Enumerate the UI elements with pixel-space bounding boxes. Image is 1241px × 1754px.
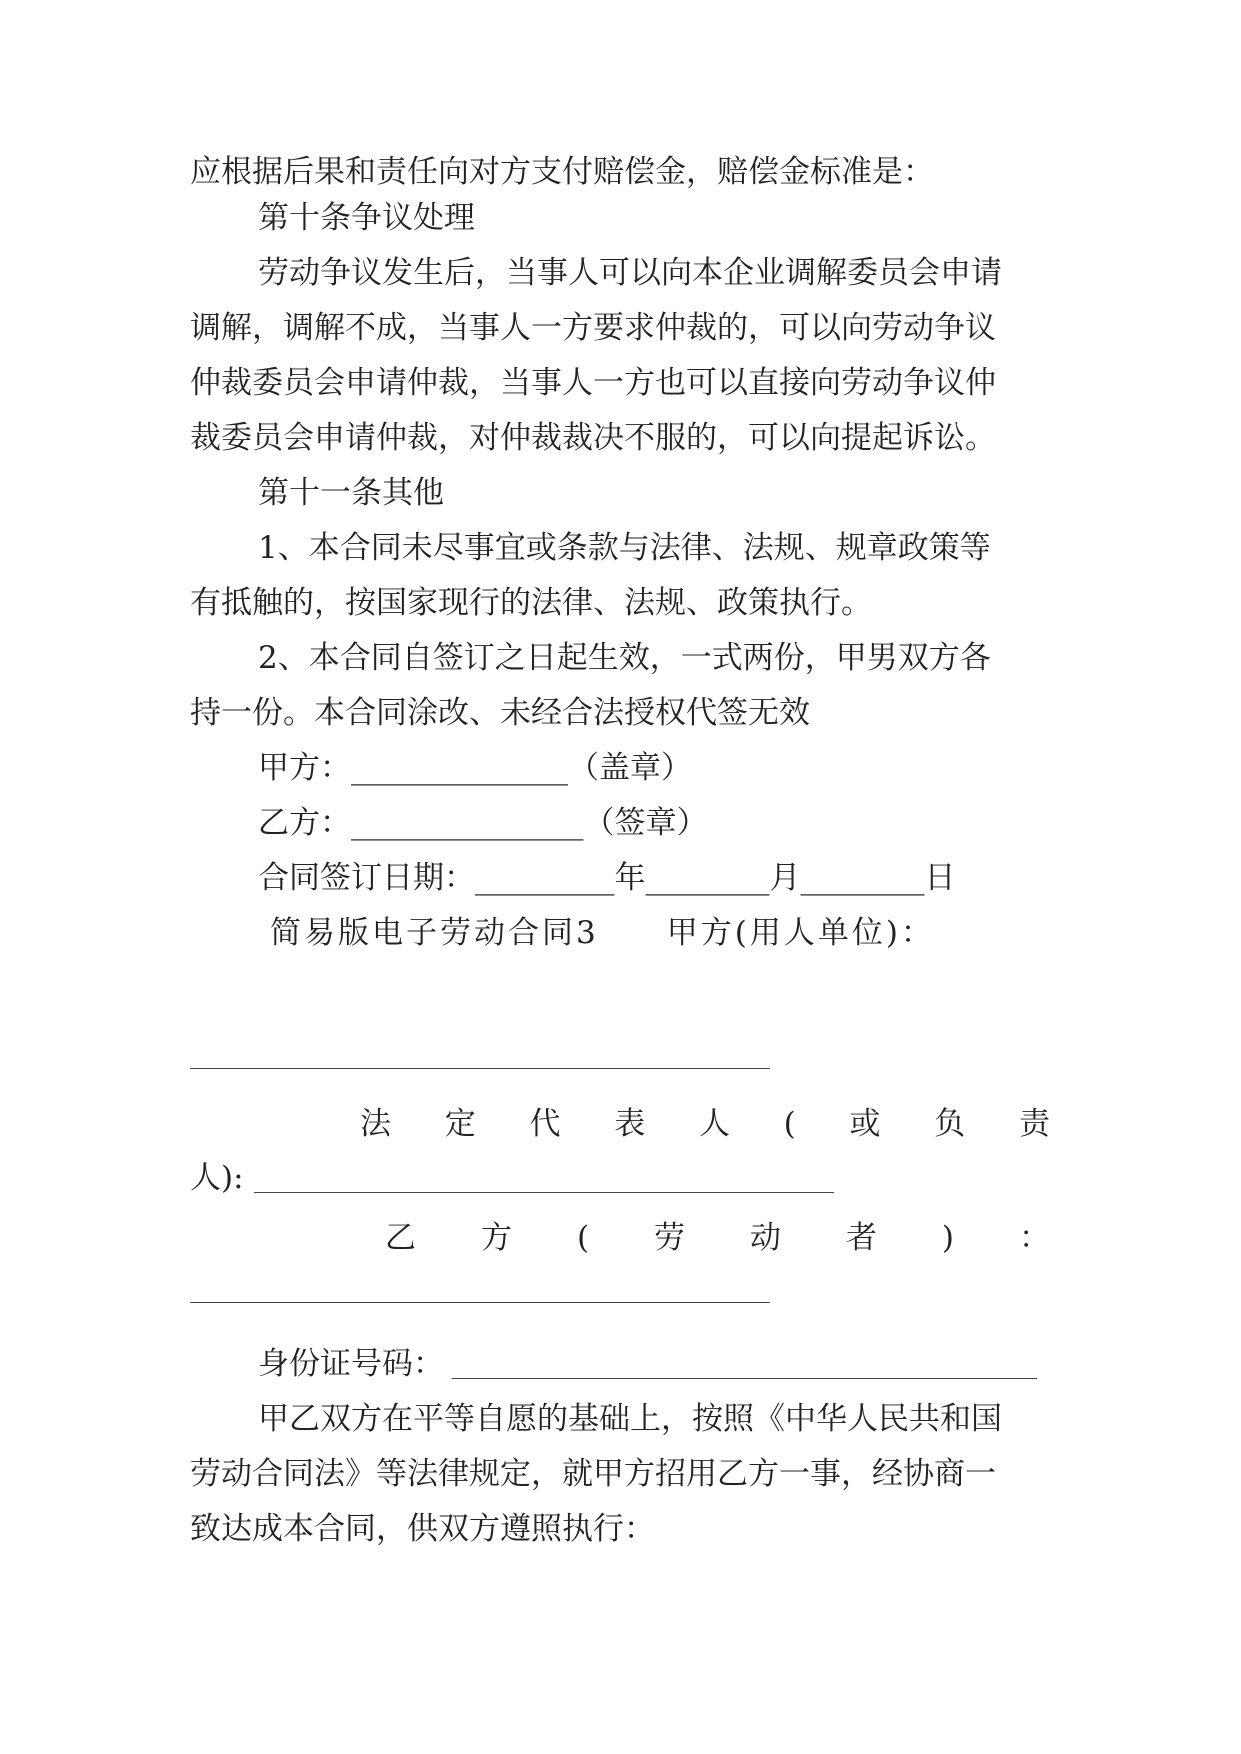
legal-rep-label [360,1102,1050,1146]
paragraph-line: 劳动争议发生后，当事人可以向本企业调解委员会申请 [258,255,1002,291]
paragraph-line: 甲乙双方在平等自愿的基础上，按照《中华人民共和国 [258,1401,1002,1437]
label-char: 方 [480,1220,512,1256]
label-char: 表 [614,1106,646,1142]
label-char: 负 [934,1106,966,1142]
employee-name-rule [190,1302,770,1303]
id-number-label: 身份证号码： [258,1346,444,1382]
paragraph-line: 仲裁委员会申请仲裁，当事人一方也可以直接向劳动争议仲 [190,365,996,401]
party-b-signature-line: 乙方：_______________（签章） [258,805,708,841]
signing-date-line: 合同签订日期：_________年________月________日 [258,860,956,896]
label-char: ： [1019,1220,1050,1256]
label-char: 法 [360,1106,391,1142]
label-char: 代 [529,1106,561,1142]
paragraph-line: 有抵触的，按国家现行的法律、法规、政策执行。 [190,585,872,621]
id-number-rule [452,1378,1037,1379]
label-char: ( [576,1220,590,1256]
paragraph-line: 裁委员会申请仲裁，对仲裁裁决不服的，可以向提起诉讼。 [190,420,996,456]
label-char: 责 [1018,1106,1050,1142]
paragraph-line: 2、本合同自签订之日起生效，一式两份，甲男双方各 [258,640,991,676]
section-heading: 第十条争议处理 [258,200,475,236]
employer-name-rule [190,1068,770,1069]
contract-title-line: 简易版电子劳动合同3 甲方(用人单位)： [270,915,935,951]
party-a-signature-line: 甲方：______________（盖章） [258,750,692,786]
paragraph-line: 1、本合同未尽事宜或条款与法律、法规、规章政策等 [258,530,991,566]
legal-rep-rule [254,1192,834,1193]
label-char: 者 [845,1220,877,1256]
label-char: ) [941,1220,955,1256]
section-heading: 第十一条其他 [258,475,444,511]
label-char: 动 [749,1220,781,1256]
label-char: 人 [698,1106,730,1142]
label-char: 乙 [385,1220,416,1256]
paragraph-line: 持一份。本合同涂改、未经合法授权代签无效 [190,695,810,731]
legal-rep-label-cont: 人): [190,1160,244,1196]
paragraph-line: 应根据后果和责任向对方支付赔偿金，赔偿金标准是： [190,154,934,190]
label-char: 定 [444,1106,476,1142]
label-char: 劳 [654,1220,686,1256]
employee-label [385,1216,1050,1260]
paragraph-line: 调解，调解不成，当事人一方要求仲裁的，可以向劳动争议 [190,310,996,346]
label-char: ( [783,1106,796,1142]
paragraph-line: 劳动合同法》等法律规定，就甲方招用乙方一事，经协商一 [190,1456,996,1492]
paragraph-line: 致达成本合同，供双方遵照执行： [190,1511,655,1547]
label-char: 或 [849,1106,881,1142]
